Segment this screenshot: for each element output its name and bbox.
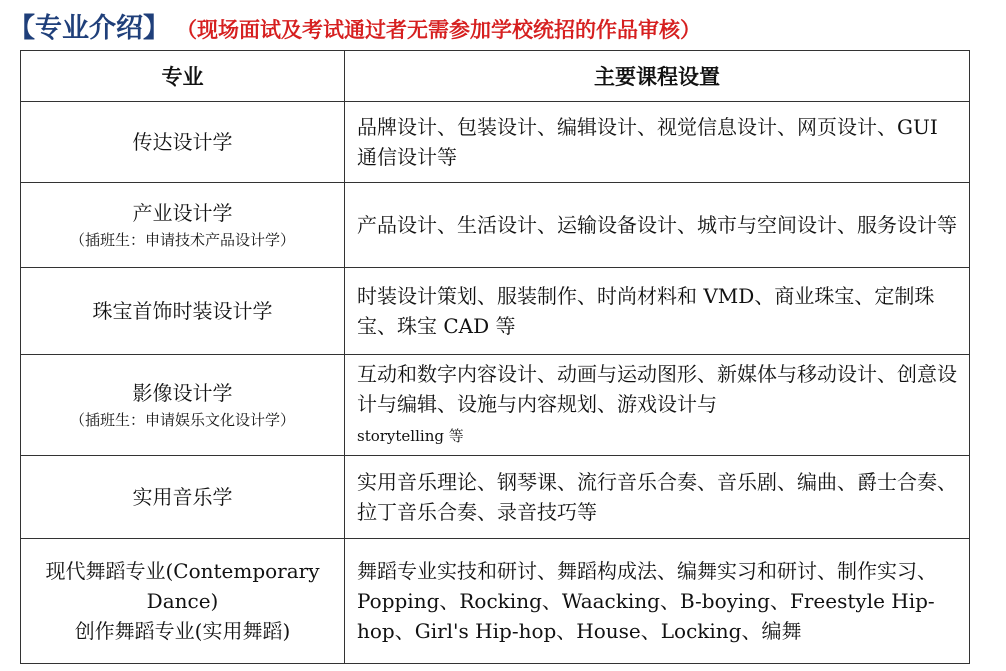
courses-cell [345,183,970,268]
courses-cell [345,456,970,539]
major-cell [21,102,345,183]
table-row [21,102,970,183]
major-name: 传达设计学 [132,130,233,154]
courses-cell [345,355,970,456]
major-name: 产业设计学 [132,201,233,225]
table-row [21,456,970,539]
page-header [8,6,701,46]
column-header-major: 专业 [21,51,345,102]
major-cell [21,268,345,355]
major-name-secondary: 创作舞蹈专业(实用舞蹈) [74,619,291,643]
courses-text: 产品设计、生活设计、运输设备设计、城市与空间设计、服务设计等 [357,213,957,237]
major-name: 影像设计学 [132,381,233,405]
major-cell [21,183,345,268]
courses-text: 实用音乐理论、钢琴课、流行音乐合奏、音乐剧、编曲、爵士合奏、拉丁音乐合奏、录音技巧等 [357,470,957,524]
courses-text: 舞蹈专业实技和研讨、舞蹈构成法、编舞实习和研讨、制作实习、Popping、Rocking、Waacking、B-boying、Freestyle Hip-hop、Girl's Hip-hop、House、Locking、编舞 [357,559,937,643]
major-note: （插班生：申请娱乐文化设计学） [69,411,295,429]
majors-table [20,50,970,664]
major-cell [21,539,345,664]
table-row [21,268,970,355]
column-header-courses: 主要课程设置 [345,51,970,102]
courses-text: 品牌设计、包装设计、编辑设计、视觉信息设计、网页设计、GUI 通信设计等 [357,115,938,169]
major-cell [21,355,345,456]
section-title: 【专业介绍】 [8,13,170,44]
major-note: （插班生：申请技术产品设计学） [69,231,295,249]
major-cell [21,456,345,539]
courses-text-suffix: storytelling 等 [357,427,464,445]
table-row [21,355,970,456]
courses-text: 互动和数字内容设计、动画与运动图形、新媒体与移动设计、创意设计与编辑、设施与内容规划、游戏设计与 [357,362,957,416]
courses-cell [345,539,970,664]
major-name: 珠宝首饰时装设计学 [92,299,273,323]
courses-text: 时装设计策划、服装制作、时尚材料和 VMD、商业珠宝、定制珠宝、珠宝 CAD 等 [357,284,935,338]
section-note: （现场面试及考试通过者无需参加学校统招的作品审核） [176,18,701,42]
table-row [21,183,970,268]
courses-cell [345,102,970,183]
table-header-row [21,51,970,102]
major-name: 现代舞蹈专业(Contemporary Dance) [45,559,320,613]
courses-cell [345,268,970,355]
table-row [21,539,970,664]
major-name: 实用音乐学 [132,485,233,509]
